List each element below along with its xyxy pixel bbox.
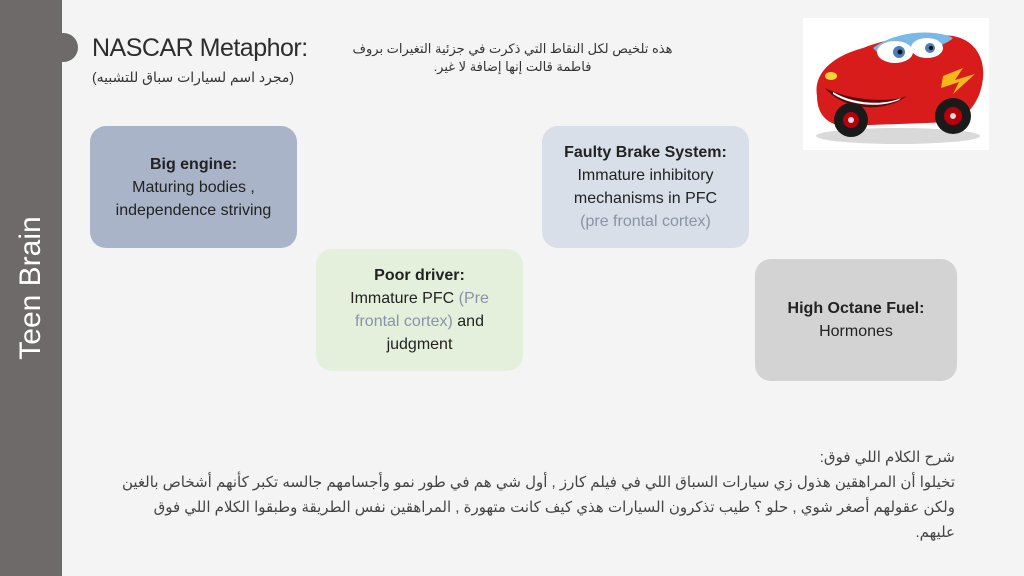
fuel-heading: High Octane Fuel:: [787, 300, 925, 317]
engine-box: [90, 126, 297, 248]
driver-text-post: and: [452, 313, 484, 330]
explanation-heading: شرح الكلام اللي فوق:: [819, 449, 955, 466]
explanation-body: تخيلوا أن المراهقين هذول زي سيارات السباق اللي في فيلم كارز , أول شي هم في طور نمو وأجسامهم جالسه تكبر كأنهم أشخاص بالغين ولكن عقولهم أصغر شوي , حلو ؟ طيب تذكرون السيارات هذي كيف كانت متهورة , المراهقين نفس الطريقة وطبقوا الكلام اللي فوق عليهم.: [122, 474, 955, 541]
brake-line-3: (pre frontal cortex): [580, 213, 711, 230]
brake-line-1: Immature inhibitory: [577, 167, 714, 184]
brake-box: [542, 126, 749, 248]
driver-paren-1: (Pre: [458, 290, 489, 307]
brake-line-2: mechanisms in PFC: [573, 190, 718, 207]
sidebar-tab-circle: [49, 33, 78, 62]
brake-heading: Faulty Brake System:: [564, 144, 727, 161]
engine-line-1: Maturing bodies ,: [132, 178, 255, 196]
engine-heading: Big engine:: [149, 155, 238, 173]
fuel-line-1: Hormones: [819, 323, 893, 340]
explanation-block: [120, 445, 955, 545]
driver-line-2: [350, 287, 489, 310]
slide-subtitle: (مجرد اسم لسيارات سباق للتشبيه): [92, 69, 295, 85]
fuel-box: [755, 259, 957, 381]
driver-line-4: judgment: [386, 336, 453, 353]
top-note: هذه تلخيص لكل النقاط التي ذكرت في جزئية التغيرات بروف فاطمة قالت إنها إضافة لا غير.: [352, 41, 673, 74]
driver-box: [316, 249, 523, 371]
driver-heading: Poor driver:: [374, 267, 465, 284]
race-car-image: [803, 18, 989, 150]
sidebar: [0, 0, 62, 576]
driver-line-3: [355, 310, 484, 333]
driver-text-pre: Immature PFC: [350, 290, 459, 307]
slide-title: NASCAR Metaphor:: [92, 34, 308, 62]
sidebar-title: Teen Brain: [14, 216, 47, 360]
engine-line-2: independence striving: [115, 201, 272, 219]
driver-paren-2: frontal cortex): [355, 313, 453, 330]
